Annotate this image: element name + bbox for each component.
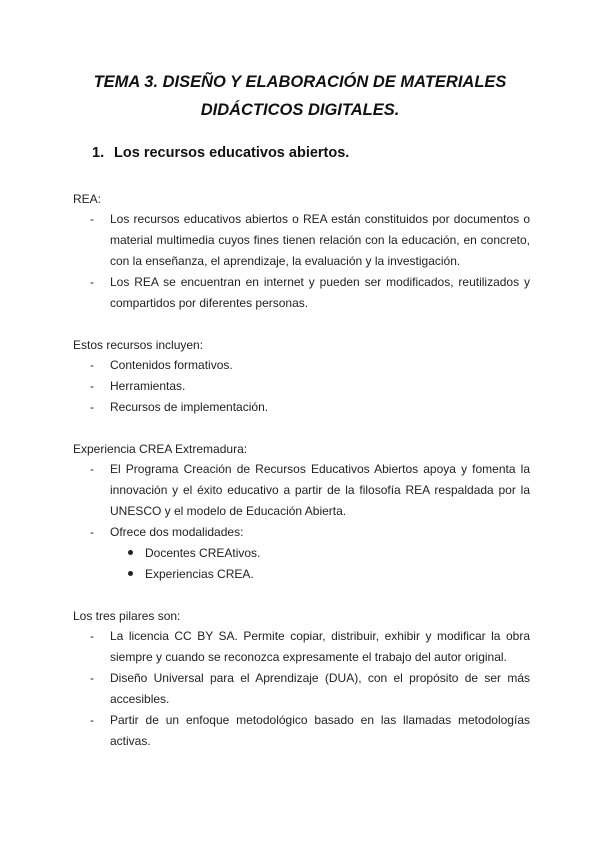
dash-marker: - bbox=[90, 358, 94, 372]
rea-item-2-text: Los REA se encuentran en internet y pueden ser modificados, reutilizados y compartidos por diferentes personas. bbox=[110, 275, 530, 310]
section-heading-text: Los recursos educativos abiertos. bbox=[114, 145, 350, 161]
dash-marker: - bbox=[90, 275, 94, 289]
crea-bullet-1 bbox=[128, 543, 260, 564]
pilares-item-3 bbox=[90, 710, 530, 752]
pilares-item-1 bbox=[90, 626, 530, 668]
crea-item-2 bbox=[90, 522, 530, 543]
dash-marker: - bbox=[90, 462, 94, 476]
dash-marker: - bbox=[90, 525, 94, 539]
incluyen-item-3-text: Recursos de implementación. bbox=[110, 400, 269, 414]
incluyen-item-1 bbox=[90, 355, 530, 376]
title-line-2: DIDÁCTICOS DIGITALES. bbox=[200, 101, 400, 119]
pilares-item-3-text: Partir de un enfoque metodológico basado en las llamadas metodologías activas. bbox=[110, 713, 530, 748]
section-number: 1. bbox=[92, 145, 105, 161]
rea-label: REA: bbox=[73, 192, 102, 206]
pilares-item-2 bbox=[90, 668, 530, 710]
dash-marker: - bbox=[90, 629, 94, 643]
crea-label: Experiencia CREA Extremadura: bbox=[73, 442, 248, 456]
crea-bullet-2-text: Experiencias CREA. bbox=[145, 567, 254, 581]
incluyen-item-2-text: Herramientas. bbox=[110, 379, 186, 393]
rea-item-2 bbox=[90, 272, 530, 314]
incluyen-item-1-text: Contenidos formativos. bbox=[110, 358, 233, 372]
dash-marker: - bbox=[90, 713, 94, 727]
crea-bullet-1-text: Docentes CREAtivos. bbox=[145, 546, 261, 560]
incluyen-item-3 bbox=[90, 397, 530, 418]
section-heading bbox=[92, 145, 349, 161]
incluyen-item-2 bbox=[90, 376, 530, 397]
crea-item-1-text: El Programa Creación de Recursos Educativos Abiertos apoya y fomenta la innovación y el éxito educativo a partir de la filosofía REA respaldada por la UNESCO y el modelo de Educación Abierta. bbox=[110, 462, 530, 518]
pilares-item-2-text: Diseño Universal para el Aprendizaje (DUA), con el propósito de ser más accesibles. bbox=[110, 671, 530, 706]
crea-bullet-2 bbox=[128, 564, 254, 585]
incluyen-label: Estos recursos incluyen: bbox=[73, 338, 204, 352]
bullet-dot-icon bbox=[128, 550, 133, 555]
crea-item-2-text: Ofrece dos modalidades: bbox=[110, 525, 244, 539]
dash-marker: - bbox=[90, 671, 94, 685]
dash-marker: - bbox=[90, 379, 94, 393]
dash-marker: - bbox=[90, 212, 94, 226]
bullet-dot-icon bbox=[128, 571, 133, 576]
title-line-1: TEMA 3. DISEÑO Y ELABORACIÓN DE MATERIALES bbox=[93, 73, 507, 91]
rea-item-1 bbox=[90, 209, 530, 272]
document-title bbox=[60, 68, 540, 124]
dash-marker: - bbox=[90, 400, 94, 414]
crea-item-1 bbox=[90, 459, 530, 522]
rea-item-1-text: Los recursos educativos abiertos o REA están constituidos por documentos o material multimedia cuyos fines tienen relación con la educación, en concreto, con la enseñanza, el aprendizaje, la evaluación y la investigación. bbox=[110, 212, 530, 268]
pilares-item-1-text: La licencia CC BY SA. Permite copiar, distribuir, exhibir y modificar la obra siempre y cuando se reconozca expresamente el trabajo del autor original. bbox=[110, 629, 530, 664]
pilares-label: Los tres pilares son: bbox=[73, 609, 181, 623]
